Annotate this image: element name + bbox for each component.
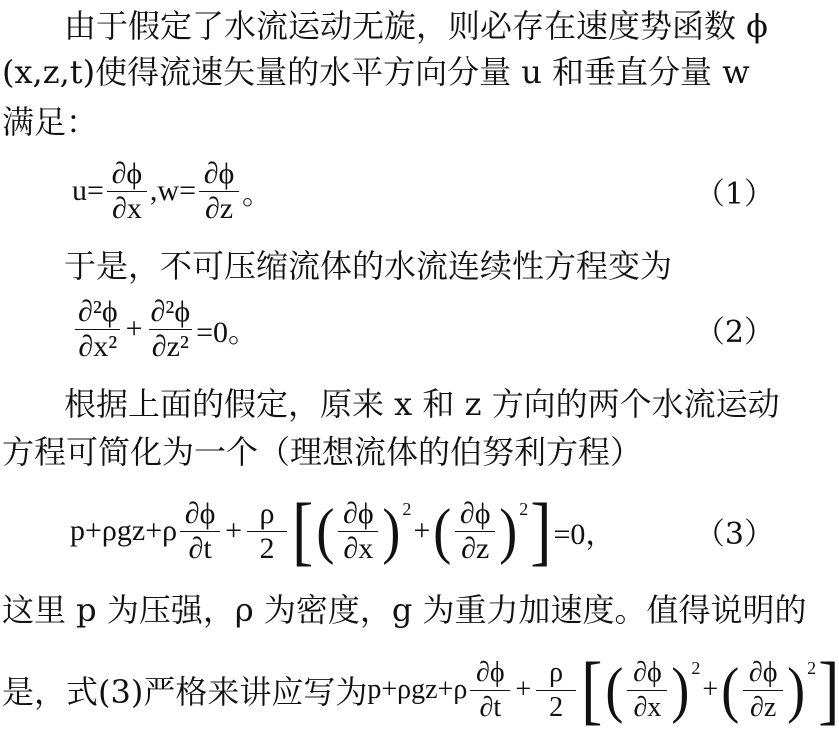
para4-square-2: 2 [807,657,817,678]
equation-1 [0,156,800,226]
para1-line3: 满足： [2,103,99,141]
para4-frac-z [743,658,783,723]
eq3-right-bracket: ] [530,487,552,573]
eq2-frac-x-num: ∂²ϕ [78,294,118,328]
para4-frac-z-den: ∂z [743,690,783,723]
eq3-frac-x [338,496,378,565]
eq1-sep: ,w= [149,174,197,207]
eq1-end: 。 [242,178,273,211]
para4-frac-t-num: ∂ϕ [476,656,505,688]
para4-frac-rho-den: 2 [536,690,576,723]
eq3-rhs: =0， [553,518,616,551]
eq1-frac-z-num: ∂ϕ [203,156,235,190]
para3-line1: 根据上面的假定，原来 x 和 z 方向的两个水流运动 [64,385,780,423]
eq2-frac-z [148,294,194,363]
eq3-right-paren-1: ) [382,496,401,566]
para4-frac-x [627,658,667,723]
eq3-frac-x-den: ∂x [338,531,378,564]
para4-plus-2: + [702,674,719,705]
eq1-u-lhs: u= [72,174,104,207]
para3-line2: 方程可简化为一个（理想流体的伯努利方程） [2,433,643,471]
eq3-frac-z-den: ∂z [455,531,495,564]
para4-frac-rho-num: ρ [549,656,564,688]
para4-left-paren-1: ( [605,655,624,725]
para4-frac-rho [536,658,576,723]
eq2-frac-z-num: ∂²ϕ [150,294,191,328]
para4-left-paren-2: ( [721,655,740,725]
para4-line1: 这里 p 为压强，ρ 为密度，g 为重力加速度。值得说明的 [2,591,807,629]
eq3-left-paren-1: ( [316,496,335,566]
eq3-square-1: 2 [402,498,412,519]
para4-right-paren-1: ) [671,655,690,725]
equation-3-body [70,487,616,573]
eq2-frac-z-den: ∂z² [149,329,192,362]
eq3-frac-z [455,496,495,565]
equation-1-body [72,156,272,226]
para4-frac-t-den: ∂t [470,690,510,723]
para4-square-1: 2 [691,657,701,678]
eq3-frac-x-num: ∂ϕ [343,496,374,530]
para4-line2 [0,646,839,732]
eq3-label: （3） [694,517,774,552]
para4-frac-x-den: ∂x [627,690,667,723]
eq2-label: （2） [694,315,774,350]
para4-frac-t [470,658,510,723]
para4-left-bracket: [ [581,646,603,732]
eq2-rhs: =0。 [196,316,259,349]
para4-right-paren-2: ) [787,655,806,725]
para2-line1: 于是，不可压缩流体的水流连续性方程变为 [64,247,673,285]
para1-line2: (x,z,t)使得流速矢量的水平方向分量 u 和垂直分量 w [2,53,750,91]
eq1-frac-x-num: ∂ϕ [111,156,143,190]
eq1-frac-z-den: ∂z [199,191,239,224]
para4-right-bracket: ] [818,646,839,732]
eq3-frac-t-den: ∂t [180,531,220,564]
eq3-lhs: p+ρgz+ρ [70,514,178,547]
eq3-plus-2: + [413,514,431,547]
eq1-label: （1） [694,177,774,212]
equation-3 [0,487,800,573]
eq3-square-2: 2 [519,498,529,519]
eq1-frac-z [199,156,239,225]
eq3-frac-t-num: ∂ϕ [184,496,216,530]
para4-plus-1: + [515,674,532,705]
equation-2-body [72,294,258,364]
para4-line2-text: 是，式(3)严格来讲应写为 [2,673,368,711]
eq3-frac-t [180,496,220,565]
para4-frac-x-num: ∂ϕ [633,656,662,688]
eq3-left-bracket: [ [292,487,314,573]
eq3-left-paren-2: ( [433,496,452,566]
equation-2 [0,294,800,364]
eq3-frac-rho [247,496,287,565]
eq1-frac-x [107,156,147,225]
eq3-right-paren-2: ) [499,496,518,566]
eq2-frac-x-den: ∂x² [75,329,120,362]
eq2-plus: + [125,312,143,345]
para1-line1: 由于假定了水流运动无旋，则必存在速度势函数 ϕ [64,7,768,45]
eq3-frac-rho-num: ρ [259,496,275,530]
para4-frac-z-num: ∂ϕ [748,656,778,688]
eq1-frac-x-den: ∂x [107,191,147,224]
eq3-frac-rho-den: 2 [247,531,287,564]
eq2-frac-x [75,294,121,363]
eq3-plus-1: + [225,514,243,547]
eq3-frac-z-num: ∂ϕ [459,496,491,530]
para4-eq-lhs: p+ρgz+ρ [367,674,468,705]
